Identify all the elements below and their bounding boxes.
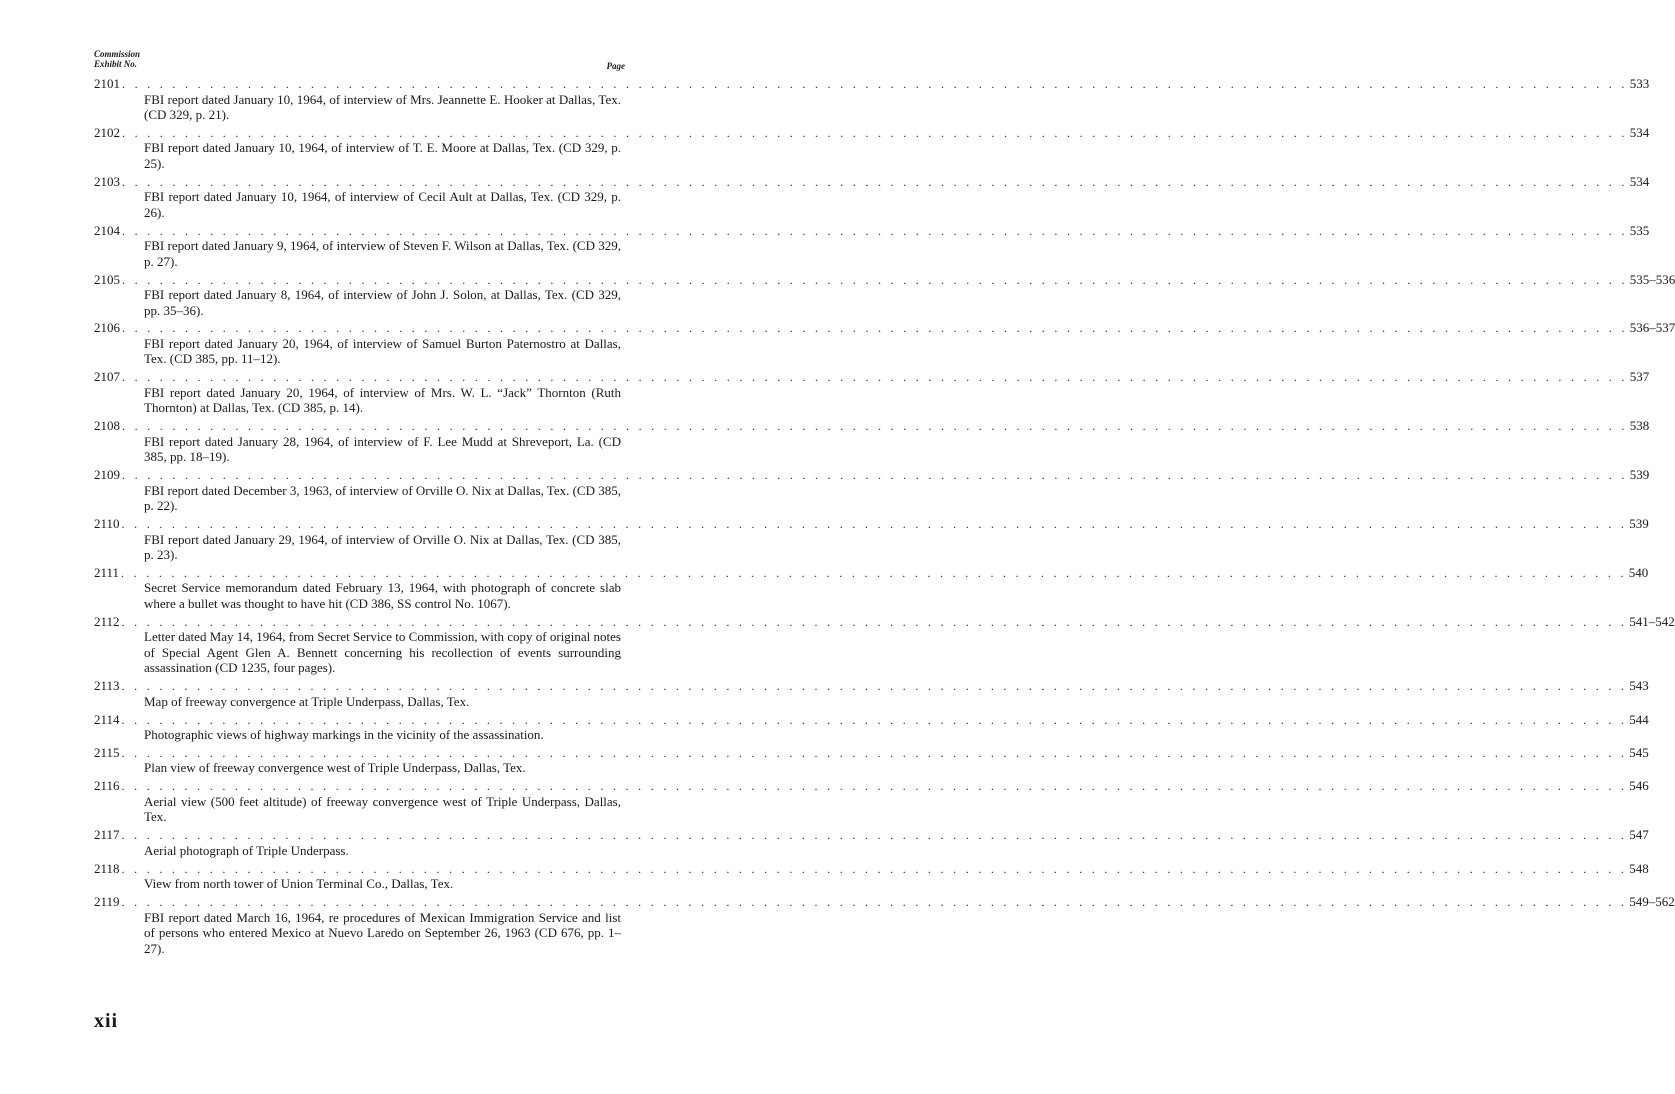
dot-leader: . . . . . . . . . . . . . . . . . . . . . . . . . . . . . . . . . . . . . . . . . . . . . . . . . . . . . . . . . . . . . . . . . . . . . . . . . . . . . . . . . . . . . . . . . . . . . . . . . . . . . . . . . . . . . . . . . . . . . . . . <box>122 174 1628 189</box>
exhibit-description: Plan view of freeway convergence west of Triple Underpass, Dallas, Tex. <box>144 760 526 776</box>
dot-leader: . . . . . . . . . . . . . . . . . . . . . . . . . . . . . . . . . . . . . . . . . . . . . . . . . . . . . . . . . . . . . . . . . . . . . . . . . . . . . . . . . . . . . . . . . . . . . . . . . . . . . . . . . . . . . . . . . . . . . . . . <box>122 419 1628 434</box>
exhibit-page-reference: 549–562 <box>1629 894 1675 910</box>
exhibit-number: 2115 <box>94 744 120 760</box>
exhibit-number: 2109 <box>94 467 120 483</box>
dot-leader: . . . . . . . . . . . . . . . . . . . . . . . . . . . . . . . . . . . . . . . . . . . . . . . . . . . . . . . . . . . . . . . . . . . . . . . . . . . . . . . . . . . . . . . . . . . . . . . . . . . . . . . . . . . . . . . . . . . . . . . . <box>122 77 1628 91</box>
dot-leader: . . . . . . . . . . . . . . . . . . . . . . . . . . . . . . . . . . . . . . . . . . . . . . . . . . . . . . . . . . . . . . . . . . . . . . . . . . . . . . . . . . . . . . . . . . . . . . . . . . . . . . . . . . . . . . . . . . . . . . . . <box>121 565 1627 580</box>
exhibit-page-reference: 535 <box>1629 222 1650 238</box>
exhibit-entry-leader-row <box>94 711 1649 728</box>
exhibit-entry <box>94 222 1650 270</box>
dot-leader: . . . . . . . . . . . . . . . . . . . . . . . . . . . . . . . . . . . . . . . . . . . . . . . . . . . . . . . . . . . . . . . . . . . . . . . . . . . . . . . . . . . . . . . . . . . . . . . . . . . . . . . . . . . . . . . . . . . . . . . . <box>122 468 1628 483</box>
exhibit-entry <box>94 516 1649 563</box>
exhibit-entry <box>94 860 1649 892</box>
exhibit-description: FBI report dated December 3, 1963, of interview of Orville O. Nix at Dallas, Tex. (CD 385, p. 22). <box>144 482 621 514</box>
exhibit-entry-leader-row <box>94 613 1675 630</box>
dot-leader: . . . . . . . . . . . . . . . . . . . . . . . . . . . . . . . . . . . . . . . . . . . . . . . . . . . . . . . . . . . . . . . . . . . . . . . . . . . . . . . . . . . . . . . . . . . . . . . . . . . . . . . . . . . . . . . . . . . . . . . . <box>121 779 1628 794</box>
exhibit-entry <box>94 678 1649 709</box>
dot-leader: . . . . . . . . . . . . . . . . . . . . . . . . . . . . . . . . . . . . . . . . . . . . . . . . . . . . . . . . . . . . . . . . . . . . . . . . . . . . . . . . . . . . . . . . . . . . . . . . . . . . . . . . . . . . . . . . . . . . . . . . <box>121 745 1628 760</box>
dot-leader: . . . . . . . . . . . . . . . . . . . . . . . . . . . . . . . . . . . . . . . . . . . . . . . . . . . . . . . . . . . . . . . . . . . . . . . . . . . . . . . . . . . . . . . . . . . . . . . . . . . . . . . . . . . . . . . . . . . . . . . . <box>122 125 1628 140</box>
exhibit-page-reference: 539 <box>1629 516 1649 532</box>
exhibit-page-reference: 538 <box>1629 418 1650 434</box>
exhibit-number: 2118 <box>94 860 120 876</box>
exhibit-entry-leader-row <box>94 467 1650 483</box>
exhibit-description: View from north tower of Union Terminal Co., Dallas, Tex. <box>144 876 454 892</box>
exhibit-entry <box>94 564 1649 612</box>
exhibit-number: 2102 <box>94 124 120 140</box>
exhibit-entry <box>94 369 1650 416</box>
exhibit-description: FBI report dated January 8, 1964, of interview of John J. Solon, at Dallas, Tex. (CD 329, pp. 35–36). <box>144 287 621 318</box>
column-header-page: Page <box>606 61 625 71</box>
exhibit-entry <box>94 467 1650 514</box>
exhibit-entry <box>94 418 1650 465</box>
exhibit-description: FBI report dated January 28, 1964, of interview of F. Lee Mudd at Shreveport, La. (CD 385, pp. 18–19). <box>144 433 621 465</box>
dot-leader: . . . . . . . . . . . . . . . . . . . . . . . . . . . . . . . . . . . . . . . . . . . . . . . . . . . . . . . . . . . . . . . . . . . . . . . . . . . . . . . . . . . . . . . . . . . . . . . . . . . . . . . . . . . . . . . . . . . . . . . . <box>122 370 1628 385</box>
exhibit-entry <box>94 271 1675 319</box>
exhibit-number: 2113 <box>94 678 120 694</box>
exhibit-number: 2112 <box>94 613 120 629</box>
exhibit-number: 2104 <box>94 222 120 238</box>
exhibit-entry-leader-row <box>94 678 1649 694</box>
exhibit-list <box>94 76 1675 958</box>
exhibit-page-reference: 533 <box>1629 76 1650 91</box>
exhibit-entry-leader-row <box>94 320 1675 336</box>
exhibit-page-reference: 543 <box>1629 678 1649 694</box>
exhibit-entry-leader-row <box>94 778 1649 794</box>
exhibit-page-reference: 539 <box>1629 467 1650 483</box>
exhibit-entry <box>94 744 1649 776</box>
column-header-line-1: Commission <box>94 49 141 59</box>
exhibit-page-reference: 534 <box>1629 124 1650 140</box>
exhibit-number: 2114 <box>94 711 120 727</box>
exhibit-page-reference: 544 <box>1629 711 1649 727</box>
exhibit-entry-leader-row <box>94 271 1675 288</box>
exhibit-description: Secret Service memorandum dated February 13, 1964, with photograph of concrete slab where a bullet was thought to have hit (CD 386, SS control No. 1067). <box>144 580 621 611</box>
dot-leader: . . . . . . . . . . . . . . . . . . . . . . . . . . . . . . . . . . . . . . . . . . . . . . . . . . . . . . . . . . . . . . . . . . . . . . . . . . . . . . . . . . . . . . . . . . . . . . . . . . . . . . . . . . . . . . . . . . . . . . . . <box>121 679 1628 694</box>
exhibit-description: FBI report dated January 29, 1964, of interview of Orville O. Nix at Dallas, Tex. (CD 385, p. 23). <box>144 531 621 563</box>
exhibit-entry-leader-row <box>94 564 1649 581</box>
exhibit-entry <box>94 124 1650 172</box>
exhibit-description: FBI report dated January 20, 1964, of interview of Samuel Burton Paternostro at Dallas, Tex. (CD 385, pp. 11–12). <box>144 335 621 367</box>
exhibit-page-reference: 547 <box>1629 827 1649 843</box>
exhibit-entry-leader-row <box>94 744 1649 761</box>
exhibit-entry <box>94 173 1650 221</box>
exhibit-entry-leader-row <box>94 173 1650 190</box>
exhibit-description: Aerial photograph of Triple Underpass. <box>144 842 349 858</box>
dot-leader: . . . . . . . . . . . . . . . . . . . . . . . . . . . . . . . . . . . . . . . . . . . . . . . . . . . . . . . . . . . . . . . . . . . . . . . . . . . . . . . . . . . . . . . . . . . . . . . . . . . . . . . . . . . . . . . . . . . . . . . . <box>121 517 1628 532</box>
exhibit-description: FBI report dated January 9, 1964, of interview of Steven F. Wilson at Dallas, Tex. (CD 329, p. 27). <box>144 238 621 269</box>
exhibit-entry <box>94 894 1675 956</box>
exhibit-description: FBI report dated January 10, 1964, of interview of T. E. Moore at Dallas, Tex. (CD 329, p. 25). <box>144 140 621 171</box>
exhibit-description: FBI report dated January 20, 1964, of interview of Mrs. W. L. “Jack” Thornton (Ruth Thornton) at Dallas, Tex. (CD 385, p. 14). <box>144 384 621 416</box>
exhibit-number: 2108 <box>94 418 120 434</box>
dot-leader: . . . . . . . . . . . . . . . . . . . . . . . . . . . . . . . . . . . . . . . . . . . . . . . . . . . . . . . . . . . . . . . . . . . . . . . . . . . . . . . . . . . . . . . . . . . . . . . . . . . . . . . . . . . . . . . . . . . . . . . . <box>121 712 1628 727</box>
exhibit-description: Photographic views of highway markings in the vicinity of the assassination. <box>144 727 544 743</box>
exhibit-number: 2111 <box>94 564 120 580</box>
exhibit-page-reference: 537 <box>1629 369 1650 385</box>
column-header-line-2: Exhibit No. <box>94 58 138 69</box>
exhibit-number: 2110 <box>94 516 120 532</box>
exhibit-number: 2103 <box>94 173 120 189</box>
exhibit-page-reference: 540 <box>1628 564 1649 580</box>
exhibit-page-reference: 535–536 <box>1629 271 1675 287</box>
exhibit-entry-leader-row <box>94 418 1650 434</box>
exhibit-page-reference: 545 <box>1629 744 1649 760</box>
exhibit-page-reference: 536–537 <box>1629 320 1675 336</box>
exhibit-number: 2116 <box>94 778 120 794</box>
exhibit-number: 2106 <box>94 320 120 336</box>
exhibit-number: 2101 <box>94 76 120 91</box>
exhibit-entry-leader-row <box>94 222 1650 239</box>
exhibit-entry <box>94 76 1650 123</box>
exhibit-entry <box>94 711 1649 743</box>
exhibit-number: 2107 <box>94 369 120 385</box>
exhibit-description: FBI report dated January 10, 1964, of interview of Cecil Ault at Dallas, Tex. (CD 329, p. 26). <box>144 189 621 220</box>
dot-leader: . . . . . . . . . . . . . . . . . . . . . . . . . . . . . . . . . . . . . . . . . . . . . . . . . . . . . . . . . . . . . . . . . . . . . . . . . . . . . . . . . . . . . . . . . . . . . . . . . . . . . . . . . . . . . . . . . . . . . . . . <box>122 321 1628 336</box>
exhibit-page-reference: 541–542 <box>1629 613 1675 629</box>
dot-leader: . . . . . . . . . . . . . . . . . . . . . . . . . . . . . . . . . . . . . . . . . . . . . . . . . . . . . . . . . . . . . . . . . . . . . . . . . . . . . . . . . . . . . . . . . . . . . . . . . . . . . . . . . . . . . . . . . . . . . . . . <box>121 895 1628 910</box>
exhibit-entry-leader-row <box>94 76 1650 92</box>
exhibit-description: FBI report dated March 16, 1964, re procedures of Mexican Immigration Service and list of persons who entered Mexico at Nuevo Laredo on September 26, 1963 (CD 676, pp. 1–27). <box>144 909 621 956</box>
exhibit-description: Letter dated May 14, 1964, from Secret Service to Commission, with copy of original notes of Special Agent Glen A. Bennett concerning his recollection of events surrounding assassination (CD 1235, four pages). <box>144 629 621 676</box>
exhibit-description: Aerial view (500 feet altitude) of freeway convergence west of Triple Underpass, Dallas, Tex. <box>144 793 621 825</box>
exhibit-entry <box>94 778 1649 825</box>
exhibit-number: 2117 <box>94 827 120 843</box>
exhibit-number: 2119 <box>94 894 120 910</box>
exhibit-entry-leader-row <box>94 860 1649 877</box>
exhibit-description: Map of freeway convergence at Triple Underpass, Dallas, Tex. <box>144 693 470 709</box>
dot-leader: . . . . . . . . . . . . . . . . . . . . . . . . . . . . . . . . . . . . . . . . . . . . . . . . . . . . . . . . . . . . . . . . . . . . . . . . . . . . . . . . . . . . . . . . . . . . . . . . . . . . . . . . . . . . . . . . . . . . . . . . <box>121 614 1628 629</box>
exhibit-entry-leader-row <box>94 827 1649 843</box>
exhibit-entry-leader-row <box>94 369 1650 385</box>
dot-leader: . . . . . . . . . . . . . . . . . . . . . . . . . . . . . . . . . . . . . . . . . . . . . . . . . . . . . . . . . . . . . . . . . . . . . . . . . . . . . . . . . . . . . . . . . . . . . . . . . . . . . . . . . . . . . . . . . . . . . . . . <box>121 828 1628 843</box>
dot-leader: . . . . . . . . . . . . . . . . . . . . . . . . . . . . . . . . . . . . . . . . . . . . . . . . . . . . . . . . . . . . . . . . . . . . . . . . . . . . . . . . . . . . . . . . . . . . . . . . . . . . . . . . . . . . . . . . . . . . . . . . <box>121 861 1628 876</box>
exhibit-entry-leader-row <box>94 894 1675 910</box>
exhibit-entry <box>94 827 1649 858</box>
exhibit-description: FBI report dated January 10, 1964, of interview of Mrs. Jeannette E. Hooker at Dallas, Tex. (CD 329, p. 21). <box>144 91 621 122</box>
dot-leader: . . . . . . . . . . . . . . . . . . . . . . . . . . . . . . . . . . . . . . . . . . . . . . . . . . . . . . . . . . . . . . . . . . . . . . . . . . . . . . . . . . . . . . . . . . . . . . . . . . . . . . . . . . . . . . . . . . . . . . . . <box>122 223 1628 238</box>
column-header-exhibit <box>94 50 140 69</box>
dot-leader: . . . . . . . . . . . . . . . . . . . . . . . . . . . . . . . . . . . . . . . . . . . . . . . . . . . . . . . . . . . . . . . . . . . . . . . . . . . . . . . . . . . . . . . . . . . . . . . . . . . . . . . . . . . . . . . . . . . . . . . . <box>122 272 1628 287</box>
exhibit-entry <box>94 320 1675 367</box>
exhibit-page-reference: 548 <box>1629 860 1649 876</box>
exhibit-page-reference: 534 <box>1629 173 1650 189</box>
exhibit-entry-leader-row <box>94 516 1649 532</box>
exhibit-entry <box>94 613 1675 676</box>
page-number: xii <box>94 1010 119 1032</box>
exhibit-page-reference: 546 <box>1629 778 1649 794</box>
exhibit-number: 2105 <box>94 271 120 287</box>
exhibit-entry-leader-row <box>94 124 1650 141</box>
